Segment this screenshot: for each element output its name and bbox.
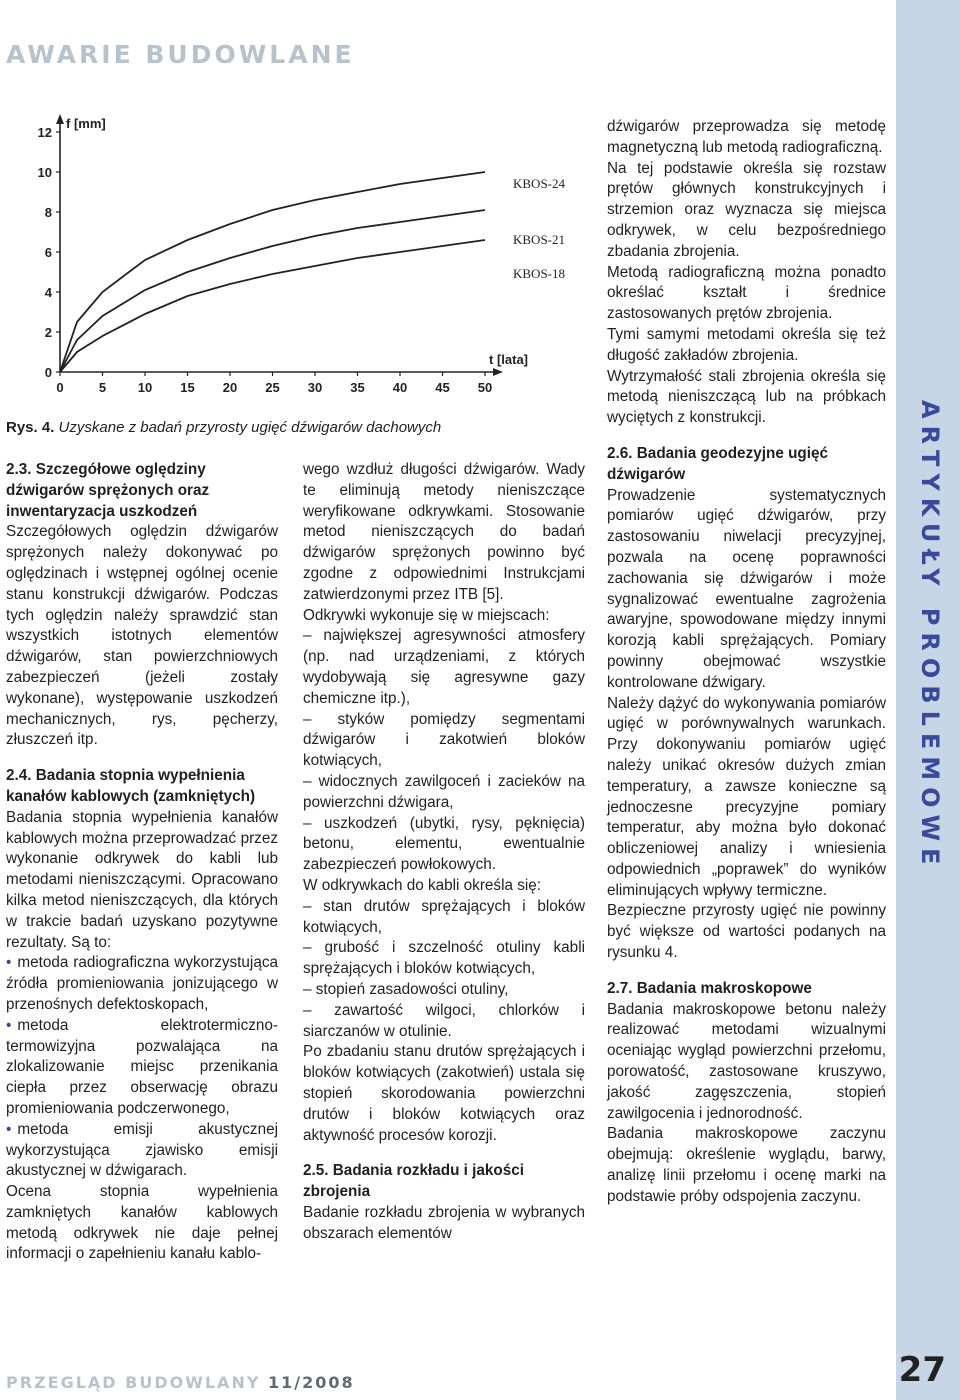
x-tick-label: 15 bbox=[180, 380, 195, 395]
paragraph: Badania stopnia wypełnienia kanałów kablowych można przeprowadzać przez wykonanie odkrywek do kabli lub metodami nieniszczącymi. Opracowano kilka metod nieniszczących, dla których w trakcie badań uzyskano pozytywne rezultaty. Są to: bbox=[6, 808, 278, 951]
series-line-kbos-24 bbox=[60, 172, 485, 372]
dash-item: – grubość i szczelność otuliny kabli sprężających i bloków kotwiących, bbox=[303, 939, 585, 978]
x-tick-label: 30 bbox=[307, 380, 323, 395]
series-label: KBOS-18 bbox=[513, 266, 566, 281]
page-header bbox=[0, 0, 896, 88]
bullet-item: • metoda emisji akustycznej wykorzystująca zjawisko emisji akustycznej w dźwigarach. bbox=[6, 1120, 278, 1182]
caption-text: Uzyskane z badań przyrosty ugięć dźwigarów dachowych bbox=[58, 419, 442, 436]
heading-2-5: 2.5. Badania rozkładu i jakości zbrojenia bbox=[303, 1162, 525, 1201]
dash-item: – widocznych zawilgoceń i zacieków na powierzchni dźwigara, bbox=[303, 772, 585, 811]
journal-issue: 11/2008 bbox=[268, 1373, 355, 1392]
dash-item: – największej agresywności atmosfery (np. nad urządzeniami, z których wydobywają się agresywne gazy chemiczne itp.), bbox=[303, 627, 585, 707]
paragraph: Tymi samymi metodami określa się też długość zakładów zbrojenia. bbox=[607, 325, 886, 364]
paragraph: W odkrywkach do kabli określa się: bbox=[303, 876, 542, 894]
x-tick-label: 25 bbox=[265, 380, 280, 395]
series-line-kbos-18 bbox=[60, 240, 485, 372]
y-axis-label: f [mm] bbox=[66, 116, 106, 131]
x-tick-label: 35 bbox=[350, 380, 365, 395]
paragraph: Badania makroskopowe betonu należy realizować metodami wizualnymi oceniając wygląd powierzchni przełomu, porowatość, zastosowane kruszywo, jakość zagęszczenia, stopień zawilgocenia i jednorodność. bbox=[607, 1000, 886, 1122]
bullet-item: • metoda elektrotermiczno-termowizyjna pozwalająca na zlokalizowanie miejsc przenikania ciepła przez obserwację obrazu promieniowania podczerwonego, bbox=[6, 1016, 278, 1120]
heading-2-4: 2.4. Badania stopnia wypełnienia kanałów kablowych (zamkniętych) bbox=[6, 767, 256, 805]
paragraph: Po zbadaniu stanu drutów sprężających i bloków kotwiących (zakotwień) ustala się stopień skorodowania powierzchni drutów i bloków kotwiących oraz aktywność procesów korozji. bbox=[303, 1043, 585, 1144]
dash-item: – uszkodzeń (ubytki, rysy, pęknięcia) betonu, elementu, ewentualnie zabezpieczeń powłokowych. bbox=[303, 814, 585, 874]
paragraph: Metodą radiograficzną można ponadto określać kształt i średnice zastosowanych prętów zbrojenia. bbox=[607, 263, 886, 323]
x-axis-arrow bbox=[493, 368, 503, 376]
x-tick-label: 5 bbox=[98, 380, 107, 395]
series-label: KBOS-24 bbox=[513, 176, 566, 191]
paragraph: Wytrzymałość stali zbrojenia określa się metodą nieniszczącą lub na próbkach wyciętych z konstrukcji. bbox=[607, 367, 886, 427]
x-tick-label: 40 bbox=[392, 380, 408, 395]
page-footer bbox=[6, 1373, 355, 1392]
y-tick-label: 0 bbox=[44, 365, 52, 380]
journal-name: PRZEGLĄD BUDOWLANY bbox=[6, 1373, 261, 1392]
x-tick-label: 10 bbox=[137, 380, 153, 395]
paragraph: Badania makroskopowe zaczynu obejmują: określenie wyglądu, barwy, analizę linii przełomu i ocenę marki na podstawie próby odspojenia zaczynu. bbox=[607, 1125, 886, 1205]
paragraph: Na tej podstawie określa się rozstaw prętów głównych konstrukcyjnych i strzemion oraz wyznacza się miejsca odkrywek, w celu bezpośredniego zbadania zbrojenia. bbox=[607, 159, 886, 260]
x-tick-label: 50 bbox=[477, 380, 493, 395]
series-line-kbos-21 bbox=[60, 210, 485, 372]
paragraph: Badanie rozkładu zbrojenia w wybranych obszarach elementów bbox=[303, 1203, 585, 1242]
y-tick-label: 8 bbox=[44, 205, 52, 220]
chart-svg bbox=[20, 110, 580, 410]
page-number: 27 bbox=[898, 1350, 946, 1390]
dash-item: – styków pomiędzy segmentami dźwigarów i zakotwień bloków kotwiących, bbox=[303, 710, 585, 770]
figure-caption bbox=[6, 419, 441, 436]
dash-item: – zawartość wilgoci, chlorków i siarczanów w otulinie. bbox=[303, 1001, 585, 1040]
y-tick-label: 6 bbox=[44, 245, 52, 260]
bullet-item: • metoda radiograficzna wykorzystująca źródła promieniowania jonizującego w przenośnych defektoskopach, bbox=[6, 953, 278, 1015]
dash-item: – stan drutów sprężających i bloków kotwiących, bbox=[303, 897, 585, 936]
y-tick-label: 12 bbox=[37, 125, 52, 140]
side-band bbox=[896, 0, 960, 1400]
paragraph: Ocena stopnia wypełnienia zamkniętych kanałów kablowych metodą odkrywek nie daje pełnej informacji o zapełnieniu kanału kablo- bbox=[6, 1183, 278, 1263]
series-label: KBOS-21 bbox=[513, 232, 566, 247]
caption-label: Rys. 4. bbox=[6, 419, 55, 436]
x-tick-label: 0 bbox=[56, 380, 64, 395]
y-axis-arrow bbox=[56, 114, 64, 124]
column-3 bbox=[607, 117, 886, 1208]
side-label: ARTYKUŁY PROBLEMOWE bbox=[916, 400, 944, 872]
heading-2-7: 2.7. Badania makroskopowe bbox=[607, 979, 812, 997]
heading-2-3: 2.3. Szczegółowe oględziny dźwigarów sprężonych oraz inwentaryzacja uszkodzeń bbox=[6, 461, 210, 520]
x-tick-label: 20 bbox=[222, 380, 238, 395]
column-1 bbox=[6, 460, 278, 1265]
heading-2-6: 2.6. Badania geodezyjne ugięć dźwigarów bbox=[607, 444, 829, 483]
x-axis-label: t [lata] bbox=[489, 352, 528, 367]
paragraph: Szczegółowych oględzin dźwigarów sprężonych należy dokonywać po oględzinach i wstępnej ogólnej ocenie stanu konstrukcji dźwigarów. Podczas tych oględzin należy sprawdzić stan wszystkich istotnych elementów dźwigarów, stan powierzchniowych zabezpieczeń (jeżeli zostały wykonane), występowanie uszkodzeń mechanicznych, rys, pęcherzy, złuszczeń itp. bbox=[6, 523, 278, 749]
x-tick-label: 45 bbox=[435, 380, 450, 395]
dash-item: – stopień zasadowości otuliny, bbox=[303, 980, 509, 998]
section-title: AWARIE BUDOWLANE bbox=[6, 40, 355, 69]
paragraph: Należy dążyć do wykonywania pomiarów ugięć w porównywalnych warunkach. Przy dokonywaniu pomiarów ugięć należy unikać okresów dużych zmian temperatury, a zawsze konieczne są jednoczesne precyzyjne pomiary temperatur, aby można było dokonać obliczeniowej analizy i wniesienia odpowiednich „poprawek” do wyników eliminujących wpływy termiczne. bbox=[607, 694, 886, 899]
y-tick-label: 2 bbox=[44, 325, 52, 340]
paragraph: Odkrywki wykonuje się w miejscach: bbox=[303, 606, 550, 624]
paragraph: Bezpieczne przyrosty ugięć nie powinny być większe od wartości podanych na rysunku 4. bbox=[607, 902, 886, 962]
paragraph: Prowadzenie systematycznych pomiarów ugięć dźwigarów, przy zastosowaniu niwelacji precyzyjnej, pozwala na ocenę poprawności zachowania się dźwigarów i może sygnalizować ewentualne zagrożenia awaryjne, spowodowane między innymi korozją kabli sprężających. Pomiary powinny obejmować wszystkie kontrolowane dźwigary. bbox=[607, 486, 886, 691]
column-2 bbox=[303, 460, 585, 1244]
y-tick-label: 10 bbox=[37, 165, 52, 180]
deflection-chart bbox=[20, 110, 580, 410]
paragraph: wego wzdłuż długości dźwigarów. Wady te eliminują metody nieniszczące weryfikowane odkrywkami. Stosowanie metod nieniszczących do badań dźwigarów sprężonych powinno być zgodne z odpowiednimi Instrukcjami zatwierdzonymi przez ITB [5]. bbox=[303, 461, 585, 603]
y-tick-label: 4 bbox=[44, 285, 52, 300]
paragraph: dźwigarów przeprowadza się metodę magnetyczną lub metodą radiograficzną. bbox=[607, 118, 886, 156]
